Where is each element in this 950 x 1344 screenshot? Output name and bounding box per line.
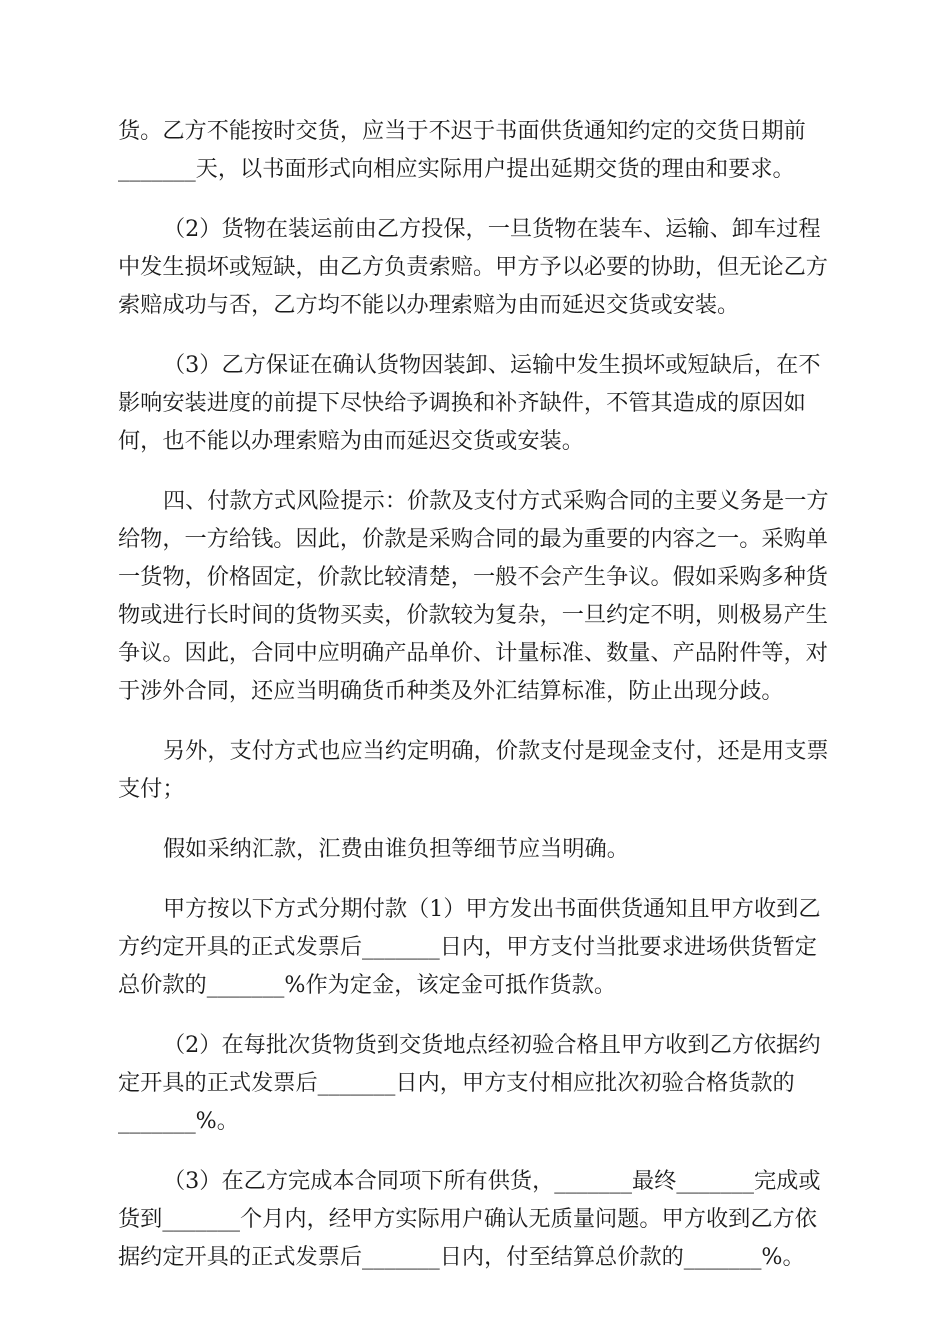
paragraph-payment-risk: [118, 482, 836, 710]
text-line: （2）在每批次货物货到交货地点经初验合格且甲方收到乙方依据约: [163, 1032, 821, 1058]
document-body: [118, 112, 836, 1298]
text-line: 物或进行长时间的货物买卖，价款较为复杂，一旦约定不明，则极易产生: [118, 602, 828, 628]
text-line: 中发生损坏或短缺，由乙方负责索赔。甲方予以必要的协助，但无论乙方: [118, 254, 828, 280]
paragraph-installment-1: [118, 890, 836, 1004]
text-line: 总价款的_______%作为定金，该定金可抵作货款。: [118, 972, 617, 998]
text-line: 争议。因此，合同中应明确产品单价、计量标准、数量、产品附件等，对: [118, 640, 828, 666]
text-line: 影响安装进度的前提下尽快给予调换和补齐缺件，不管其造成的原因如: [118, 390, 806, 416]
paragraph-remittance: [118, 830, 836, 868]
text-line: 货到_______个月内，经甲方实际用户确认无质量问题。甲方收到乙方依: [118, 1206, 817, 1232]
text-line: 另外，支付方式也应当约定明确，价款支付是现金支付，还是用支票: [163, 738, 829, 764]
text-line: 支付；: [118, 776, 185, 802]
text-line: 一货物，价格固定，价款比较清楚，一般不会产生争议。假如采购多种货: [118, 564, 828, 590]
text-line: 假如采纳汇款，汇费由谁负担等细节应当明确。: [163, 836, 629, 862]
text-line: 给物，一方给钱。因此，价款是采购合同的最为重要的内容之一。采购单: [118, 526, 828, 552]
text-line: 何，也不能以办理索赔为由而延迟交货或安装。: [118, 428, 584, 454]
text-line: 甲方按以下方式分期付款（1）甲方发出书面供货通知且甲方收到乙: [163, 896, 821, 922]
text-line: 方约定开具的正式发票后_______日内，甲方支付当批要求进场供货暂定: [118, 934, 817, 960]
text-line: 于涉外合同，还应当明确货币种类及外汇结算标准，防止出现分歧。: [118, 678, 784, 704]
paragraph-payment-method: [118, 732, 836, 808]
paragraph-insurance-claim: [118, 210, 836, 324]
text-line: （3）在乙方完成本合同项下所有供货，_______最终_______完成或: [163, 1168, 821, 1194]
text-line: 四、付款方式风险提示：价款及支付方式采购合同的主要义务是一方: [163, 488, 829, 514]
text-line: _______天，以书面形式向相应实际用户提出延期交货的理由和要求。: [118, 156, 795, 182]
text-line: （3）乙方保证在确认货物因装卸、运输中发生损坏或短缺后，在不: [163, 352, 821, 378]
text-line: 索赔成功与否，乙方均不能以办理索赔为由而延迟交货或安装。: [118, 292, 740, 318]
text-line: 定开具的正式发票后_______日内，甲方支付相应批次初验合格货款的: [118, 1070, 795, 1096]
text-line: 据约定开具的正式发票后_______日内，付至结算总价款的_______%。: [118, 1244, 805, 1270]
paragraph-delivery-delay: [118, 112, 836, 188]
paragraph-replacement: [118, 346, 836, 460]
paragraph-installment-2: [118, 1026, 836, 1140]
text-line: _______%。: [118, 1108, 239, 1134]
text-line: 货。乙方不能按时交货，应当于不迟于书面供货通知约定的交货日期前: [118, 118, 806, 144]
text-line: （2）货物在装运前由乙方投保，一旦货物在装车、运输、卸车过程: [163, 216, 821, 242]
paragraph-installment-3: [118, 1162, 836, 1276]
